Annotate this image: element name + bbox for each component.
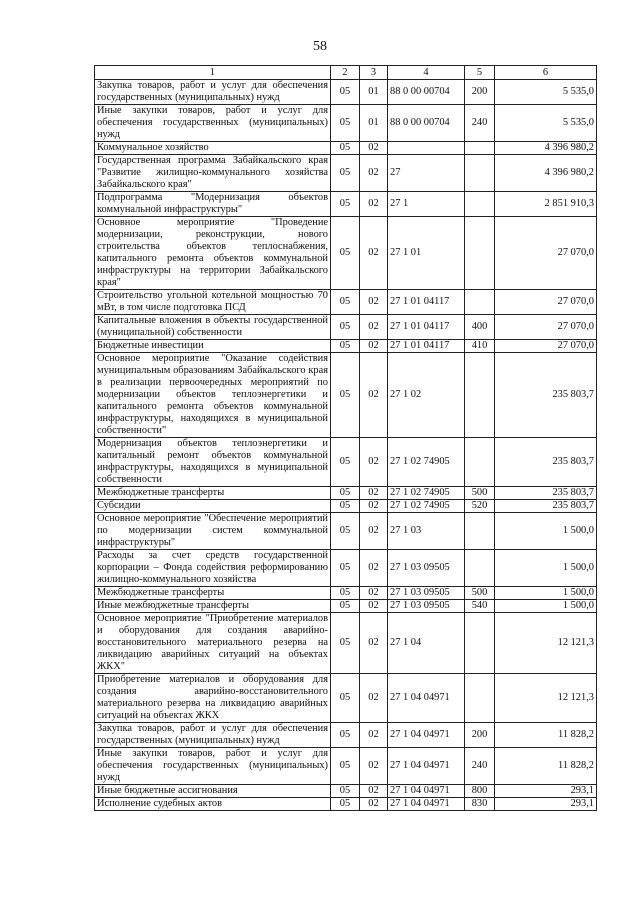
row-name: Основное мероприятие "Приобретение материалов и оборудования для создания аварийно-восстановительного материального резерва на ликвидацию аварийных ситуаций на объектах ЖКХ"	[95, 613, 331, 674]
row-section: 05	[331, 315, 360, 340]
row-expense-type: 240	[465, 748, 495, 785]
table-row	[95, 587, 597, 600]
row-subsection: 02	[360, 513, 388, 550]
row-target-article: 27 1 01 04117	[388, 340, 465, 353]
row-expense-type	[465, 550, 495, 587]
row-amount: 27 070,0	[495, 217, 597, 290]
row-amount: 12 121,3	[495, 674, 597, 723]
row-subsection: 02	[360, 613, 388, 674]
row-target-article: 27 1 02 74905	[388, 438, 465, 487]
row-expense-type: 500	[465, 487, 495, 500]
row-name: Иные закупки товаров, работ и услуг для обеспечения государственных (муниципальных) нужд	[95, 748, 331, 785]
row-section: 05	[331, 513, 360, 550]
column-header-amount: 6	[495, 66, 597, 80]
row-subsection: 02	[360, 217, 388, 290]
row-target-article: 27 1 04 04971	[388, 723, 465, 748]
row-subsection: 02	[360, 290, 388, 315]
row-target-article: 27 1 03	[388, 513, 465, 550]
table-row	[95, 487, 597, 500]
row-subsection: 02	[360, 674, 388, 723]
row-amount: 235 803,7	[495, 438, 597, 487]
row-target-article: 27 1 04 04971	[388, 748, 465, 785]
row-name: Основное мероприятие "Обеспечение мероприятий по модернизации систем коммунальной инфраструктуры"	[95, 513, 331, 550]
row-target-article: 27 1 04	[388, 613, 465, 674]
row-name: Закупка товаров, работ и услуг для обеспечения государственных (муниципальных) нужд	[95, 80, 331, 105]
table-row	[95, 438, 597, 487]
row-amount: 1 500,0	[495, 587, 597, 600]
table-row	[95, 600, 597, 613]
row-name: Государственная программа Забайкальского края "Развитие жилищно-коммунального хозяйства Забайкальского края"	[95, 155, 331, 192]
row-name: Межбюджетные трансферты	[95, 487, 331, 500]
row-target-article: 27 1 03 09505	[388, 587, 465, 600]
row-target-article: 27 1	[388, 192, 465, 217]
row-expense-type	[465, 142, 495, 155]
table-row	[95, 500, 597, 513]
row-name: Модернизация объектов теплоэнергетики и капитальный ремонт объектов коммунальной инфраструктуры, находящихся в муниципальной собственности	[95, 438, 331, 487]
table-row	[95, 613, 597, 674]
row-name: Закупка товаров, работ и услуг для обеспечения государственных (муниципальных) нужд	[95, 723, 331, 748]
table-row	[95, 80, 597, 105]
row-subsection: 02	[360, 550, 388, 587]
row-target-article	[388, 142, 465, 155]
row-section: 05	[331, 723, 360, 748]
row-amount: 293,1	[495, 798, 597, 811]
table-row	[95, 353, 597, 438]
table-row	[95, 798, 597, 811]
row-section: 05	[331, 105, 360, 142]
row-expense-type: 400	[465, 315, 495, 340]
row-amount: 5 535,0	[495, 105, 597, 142]
row-name: Субсидии	[95, 500, 331, 513]
row-section: 05	[331, 798, 360, 811]
row-target-article: 27 1 04 04971	[388, 785, 465, 798]
row-amount: 11 828,2	[495, 723, 597, 748]
row-amount: 4 396 980,2	[495, 142, 597, 155]
row-subsection: 01	[360, 105, 388, 142]
row-section: 05	[331, 192, 360, 217]
column-header-name: 1	[95, 66, 331, 80]
table-row	[95, 513, 597, 550]
row-amount: 235 803,7	[495, 500, 597, 513]
row-section: 05	[331, 785, 360, 798]
row-section: 05	[331, 340, 360, 353]
row-expense-type	[465, 613, 495, 674]
table-row	[95, 723, 597, 748]
row-section: 05	[331, 600, 360, 613]
row-target-article: 27 1 02 74905	[388, 500, 465, 513]
row-name: Основное мероприятие "Оказание содействия муниципальным образованиям Забайкальского края в реализации первоочередных мероприятий по модернизации объектов теплоэнергетики и капитального ремонта объектов коммунальной инфраструктуры, находящихся в муниципальной собственности"	[95, 353, 331, 438]
row-amount: 11 828,2	[495, 748, 597, 785]
row-section: 05	[331, 550, 360, 587]
row-amount: 235 803,7	[495, 353, 597, 438]
row-target-article: 27 1 01 04117	[388, 290, 465, 315]
row-expense-type	[465, 155, 495, 192]
row-expense-type: 410	[465, 340, 495, 353]
row-expense-type	[465, 513, 495, 550]
table-row	[95, 142, 597, 155]
row-expense-type: 240	[465, 105, 495, 142]
row-subsection: 02	[360, 487, 388, 500]
row-section: 05	[331, 217, 360, 290]
row-subsection: 02	[360, 438, 388, 487]
row-name: Основное мероприятие "Проведение модернизации, реконструкции, нового строительства объектов теплоснабжения, капитального ремонта объектов коммунальной инфраструктуры на территории Забайкальского края"	[95, 217, 331, 290]
row-amount: 1 500,0	[495, 513, 597, 550]
table-row	[95, 674, 597, 723]
table-body	[95, 80, 597, 811]
row-target-article: 27 1 04 04971	[388, 674, 465, 723]
row-subsection: 02	[360, 353, 388, 438]
row-name: Исполнение судебных актов	[95, 798, 331, 811]
row-amount: 5 535,0	[495, 80, 597, 105]
row-expense-type	[465, 674, 495, 723]
row-name: Коммунальное хозяйство	[95, 142, 331, 155]
row-subsection: 02	[360, 315, 388, 340]
row-amount: 293,1	[495, 785, 597, 798]
row-name: Расходы за счет средств государственной корпорации – Фонда содействия реформированию жилищно-коммунального хозяйства	[95, 550, 331, 587]
row-section: 05	[331, 80, 360, 105]
row-name: Межбюджетные трансферты	[95, 587, 331, 600]
row-name: Иные межбюджетные трансферты	[95, 600, 331, 613]
row-name: Иные бюджетные ассигнования	[95, 785, 331, 798]
row-subsection: 02	[360, 600, 388, 613]
row-expense-type	[465, 192, 495, 217]
row-section: 05	[331, 613, 360, 674]
column-header-expense-type: 5	[465, 66, 495, 80]
table-row	[95, 217, 597, 290]
row-section: 05	[331, 438, 360, 487]
row-expense-type: 540	[465, 600, 495, 613]
row-subsection: 02	[360, 155, 388, 192]
row-amount: 12 121,3	[495, 613, 597, 674]
row-expense-type	[465, 217, 495, 290]
table-row	[95, 192, 597, 217]
row-target-article: 88 0 00 00704	[388, 105, 465, 142]
table-row	[95, 290, 597, 315]
row-subsection: 02	[360, 723, 388, 748]
row-name: Подпрограмма "Модернизация объектов коммунальной инфраструктуры"	[95, 192, 331, 217]
column-header-section: 2	[331, 66, 360, 80]
row-name: Строительство угольной котельной мощностью 70 мВт, в том числе подготовка ПСД	[95, 290, 331, 315]
row-target-article: 27 1 03 09505	[388, 600, 465, 613]
row-target-article: 27 1 01	[388, 217, 465, 290]
row-amount: 235 803,7	[495, 487, 597, 500]
table-row	[95, 340, 597, 353]
row-subsection: 01	[360, 80, 388, 105]
row-target-article: 27 1 03 09505	[388, 550, 465, 587]
row-amount: 27 070,0	[495, 340, 597, 353]
row-amount: 27 070,0	[495, 315, 597, 340]
table-row	[95, 155, 597, 192]
row-section: 05	[331, 353, 360, 438]
column-header-subsection: 3	[360, 66, 388, 80]
table-row	[95, 105, 597, 142]
row-expense-type: 200	[465, 723, 495, 748]
row-subsection: 02	[360, 340, 388, 353]
row-subsection: 02	[360, 500, 388, 513]
row-amount: 1 500,0	[495, 550, 597, 587]
row-name: Приобретение материалов и оборудования для создания аварийно-восстановительного материального резерва на ликвидацию аварийных ситуаций на объектах ЖКХ	[95, 674, 331, 723]
table-row	[95, 550, 597, 587]
row-section: 05	[331, 748, 360, 785]
row-expense-type	[465, 353, 495, 438]
row-target-article: 88 0 00 00704	[388, 80, 465, 105]
row-subsection: 02	[360, 192, 388, 217]
row-section: 05	[331, 142, 360, 155]
header-row	[95, 66, 597, 80]
row-expense-type: 200	[465, 80, 495, 105]
row-amount: 4 396 980,2	[495, 155, 597, 192]
row-name: Иные закупки товаров, работ и услуг для обеспечения государственных (муниципальных) нужд	[95, 105, 331, 142]
row-section: 05	[331, 674, 360, 723]
row-amount: 1 500,0	[495, 600, 597, 613]
table-row	[95, 748, 597, 785]
row-target-article: 27	[388, 155, 465, 192]
row-section: 05	[331, 500, 360, 513]
row-section: 05	[331, 487, 360, 500]
row-subsection: 02	[360, 785, 388, 798]
row-subsection: 02	[360, 798, 388, 811]
row-expense-type: 800	[465, 785, 495, 798]
row-expense-type: 830	[465, 798, 495, 811]
row-target-article: 27 1 02 74905	[388, 487, 465, 500]
column-header-target-article: 4	[388, 66, 465, 80]
row-subsection: 02	[360, 748, 388, 785]
table-row	[95, 785, 597, 798]
row-target-article: 27 1 04 04971	[388, 798, 465, 811]
row-name: Капитальные вложения в объекты государственной (муниципальной) собственности	[95, 315, 331, 340]
row-amount: 27 070,0	[495, 290, 597, 315]
row-expense-type	[465, 438, 495, 487]
row-expense-type	[465, 290, 495, 315]
row-subsection: 02	[360, 587, 388, 600]
row-subsection: 02	[360, 142, 388, 155]
row-section: 05	[331, 587, 360, 600]
page-number: 58	[313, 39, 327, 54]
row-section: 05	[331, 290, 360, 315]
row-expense-type: 520	[465, 500, 495, 513]
row-target-article: 27 1 02	[388, 353, 465, 438]
table-row	[95, 315, 597, 340]
row-expense-type: 500	[465, 587, 495, 600]
row-section: 05	[331, 155, 360, 192]
row-amount: 2 851 910,3	[495, 192, 597, 217]
row-target-article: 27 1 01 04117	[388, 315, 465, 340]
row-name: Бюджетные инвестиции	[95, 340, 331, 353]
budget-table	[94, 65, 597, 811]
